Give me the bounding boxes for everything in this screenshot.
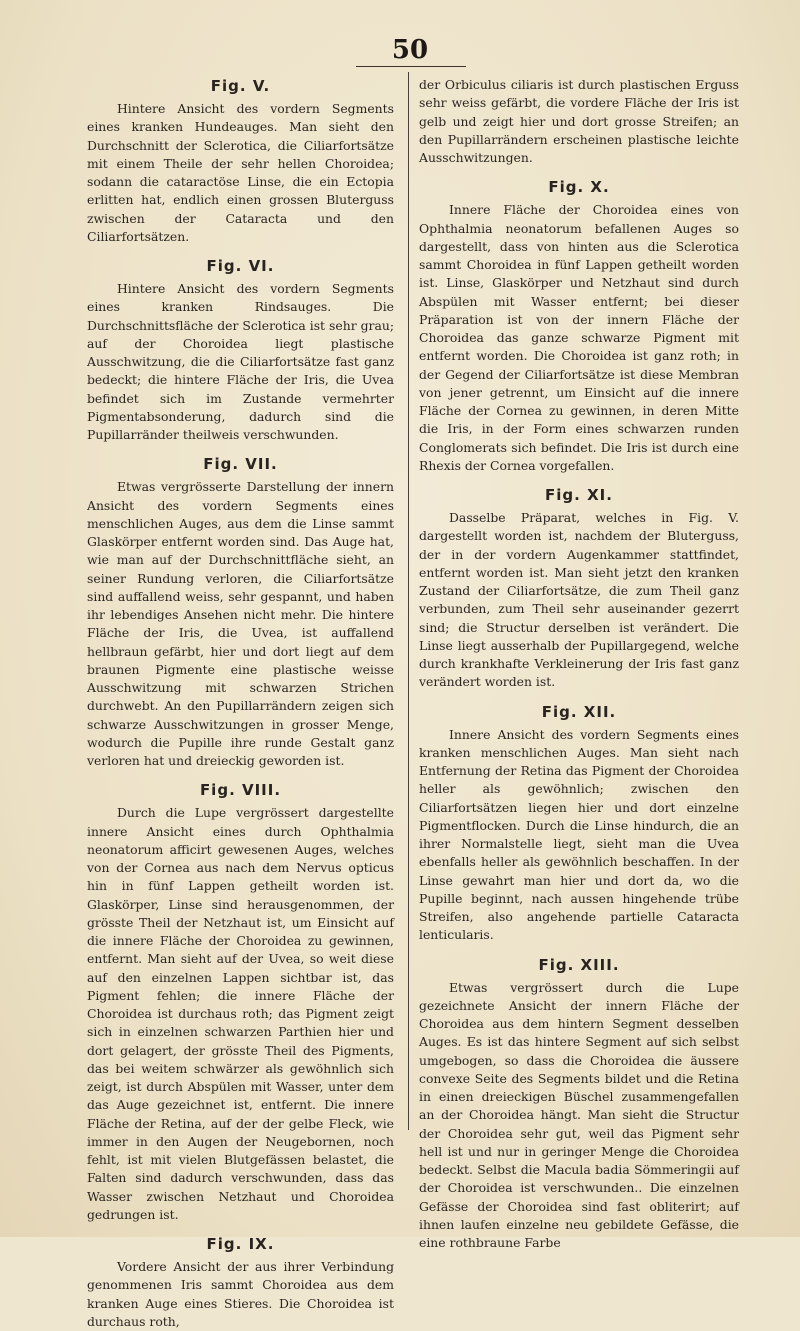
figure-heading: Fig. XII.	[541, 702, 617, 721]
figure-description: Innere Ansicht des vordern Segments eines kranken menschlichen Auges. Man sieht nach Entfernung der Retina das Pigment der Choroidea heller als gewöhnlich; zwischen den Ciliarfortsätzen liegen hier und dort einzelne Pigmentflocken. Durch die Linse hindurch, die an ihrer Normalstelle liegt, sieht man die Uvea ebenfalls heller als gewöhnlich beschaffen. In der Linse gewahrt man hier und dort da, wo die Pupille beginnt, nach aussen hingehende trübe Streifen, also angehende partielle Cataracta lenticularis.	[419, 726, 739, 943]
figure-heading: Fig. XIII.	[538, 955, 620, 974]
figure-description: Etwas vergrössert durch die Lupe gezeichnete Ansicht der innern Fläche der Choroidea aus dem hintern Segment desselben Auges. Es ist das hintere Segment auf sich selbst umgebogen, so dass die Choroidea die äussere convexe Seite des Segments bildet und die Retina in einen dreieckigen Büschel zusammengefallen an der Choroidea hängt. Man sieht die Structur der Choroidea sehr gut, weil das Pigment sehr hell ist und nur in geringer Menge die Choroidea bedeckt. Selbst die Macula badia Sömmeringii auf der Choroidea ist verschwunden.. Die einzelnen Gefässe der Choroidea sind fast obliterirt; auf ihnen laufen einzelne neu gebildete Gefässe, die eine rothbraune Farbe	[419, 979, 739, 1250]
figure-description: Vordere Ansicht der aus ihrer Verbindung genommenen Iris sammt Choroidea aus dem kranken Auge eines Stieres. Die Choroidea ist durchaus roth,	[87, 1259, 394, 1329]
figure-heading: Fig. IX.	[206, 1235, 275, 1253]
figure-description: Etwas vergrösserte Darstellung der innern Ansicht des vordern Segments eines menschlichen Auges, aus dem die Linse sammt Glaskörper entfernt worden sind. Das Auge hat, wie man auf der Durchschnittfläche sieht, an seiner Rundung verloren, die Ciliarfortsätze sind auffallend weiss, sehr gespannt, und haben ihr lebendiges Ansehen nicht mehr. Die hintere Fläche der Iris, die Uvea, ist auffallend hellbraun gefärbt, hier und dort liegt auf dem braunen Pigmente eine plastische weisse Ausschwitzung mit schwarzen Strichen durchwebt. An den Pupillarrändern zeigen sich schwarze Ausschwitzungen in grosser Menge, wodurch die Pupille ihre runde Gestalt ganz verloren hat und dreieckig geworden ist.	[87, 479, 394, 768]
figure-heading: Fig. VI.	[206, 257, 275, 275]
figure-description: Hintere Ansicht des vordern Segments eines kranken Rindsauges. Die Durchschnittsfläche der Sclerotica ist sehr grau; auf der Choroidea liegt plastische Ausschwitzung, die die Ciliarfortsätze fast ganz bedeckt; die hintere Fläche der Iris, die Uvea befindet sich im Zustande vermehrter Pigmentabsonderung, dadurch sind die Pupillarränder theilweis verschwunden.	[87, 281, 394, 442]
figure-heading: Fig. V.	[210, 77, 271, 95]
continued-text: der Orbiculus ciliaris ist durch plastischen Erguss sehr weiss gefärbt, die vordere Fläche der Iris ist gelb und zeigt hier und dort grosse Streifen; an den Pupillarrändern erscheinen plastische leichte Ausschwitzungen.	[419, 77, 739, 165]
figure-description: Innere Fläche der Choroidea eines von Ophthalmia neonatorum befallenen Auges so dargestellt, dass von hinten aus die Sclerotica sammt Choroidea in fünf Lappen getheilt worden ist. Linse, Glaskörper und Netzhaut sind durch Abspülen mit Wasser entfernt; bei dieser Präparation ist von der innern Fläche der Choroidea das ganze schwarze Pigment mit entfernt worden. Die Choroidea ist ganz roth; in der Gegend der Ciliarfortsätze ist diese Membran von jener getrennt, um Einsicht auf die innere Fläche der Cornea zu gewinnen, in deren Mitte die Iris, in der Form eines schwarzen runden Conglomerats sich befindet. Die Iris ist durch eine Rhexis der Cornea vorgefallen.	[419, 202, 739, 473]
figure-heading: Fig. VIII.	[199, 781, 282, 800]
figure-description: Durch die Lupe vergrössert dargestellte innere Ansicht eines durch Ophthalmia neonatorum afficirt gewesenen Auges, welches von der Cornea aus nach dem Nervus opticus hin in fünf Lappen getheilt worden ist. Glaskörper, Linse sind herausgenommen, der grösste Theil der Netzhaut ist, um Einsicht auf die innere Fläche der Choroidea zu gewinnen, entfernt. Man sieht auf der Uvea, so weit diese auf den einzelnen Lappen sichtbar ist, das Pigment fehlen; die innere Fläche der Choroidea ist durchaus roth; das Pigment zeigt sich in einzelnen schwarzen Parthien hier und dort gelagert, der grösste Theil des Pigments, das bei weitem schwärzer als gewöhnlich sich zeigt, ist durch Abspülen mit Wasser, unter dem das Auge gezeichnet ist, entfernt. Die innere Fläche der Retina, auf der der gelbe Fleck, wie immer in den Augen der Neugebornen, noch fehlt, ist mit vielen Blutgefässen belastet, die Falten sind dadurch verschwunden, dass das Wasser zwischen Netzhaut und Choroidea gedrungen ist.	[87, 805, 394, 1222]
page-number: 50	[391, 35, 429, 65]
column-divider	[408, 72, 409, 1130]
figure-heading: Fig. XI.	[545, 486, 613, 504]
figure-heading: Fig. X.	[548, 178, 610, 197]
left-column	[87, 76, 394, 1331]
header-rule	[356, 66, 466, 67]
figure-heading: Fig. VII.	[203, 455, 278, 474]
right-column	[419, 76, 739, 1252]
figure-description: Hintere Ansicht des vordern Segments eines kranken Hundeauges. Man sieht den Durchschnitt der Sclerotica, die Ciliarfortsätze mit einem Theile der sehr hellen Choroidea; sodann die cataractöse Linse, die ein Ectopia erlitten hat, endlich einen grossen Bluterguss zwischen der Cataracta und den Ciliarfortsätzen.	[87, 101, 394, 244]
figure-description: Dasselbe Präparat, welches in Fig. V. dargestellt worden ist, nachdem der Bluterguss, der in der vordern Augenkammer stattfindet, entfernt worden ist. Man sieht jetzt den kranken Zustand der Ciliarfortsätze, die zum Theil ganz verbunden, zum Theil sehr auseinander gezerrt sind; die Structur derselben ist verändert. Die Linse liegt ausserhalb der Pupillargegend, welche durch krankhafte Verkleinerung der Iris fast ganz verändert worden ist.	[419, 510, 739, 690]
